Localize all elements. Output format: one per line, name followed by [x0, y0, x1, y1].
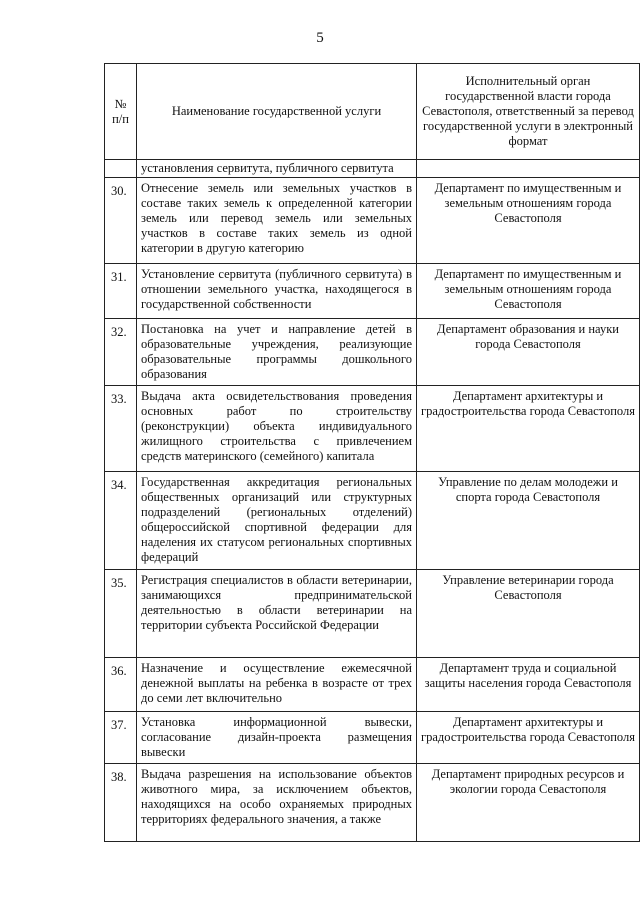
service-name: установления сервитута, публичного сервитута — [137, 160, 417, 178]
responsible-org: Управление по делам молодежи и спорта города Севастополя — [417, 472, 640, 570]
services-table — [104, 63, 640, 842]
header-service-name: Наименование государственной услуги — [137, 64, 417, 160]
responsible-org: Департамент архитектуры и градостроительства города Севастополя — [417, 386, 640, 472]
row-number — [105, 160, 137, 178]
page-number: 5 — [316, 30, 324, 46]
header-number: № п/п — [105, 64, 137, 160]
service-name: Государственная аккредитация региональных общественных организаций или структурных подразделений (региональных отделений) общероссийской спортивной федерации для наделения их статусом региональных спортивных федераций — [137, 472, 417, 570]
table-row — [105, 178, 640, 264]
table-row — [105, 472, 640, 570]
responsible-org: Департамент архитектуры и градостроительства города Севастополя — [417, 712, 640, 764]
table-row — [105, 570, 640, 658]
responsible-org: Департамент труда и социальной защиты населения города Севастополя — [417, 658, 640, 712]
responsible-org: Департамент по имущественным и земельным отношениям города Севастополя — [417, 264, 640, 319]
service-name: Установка информационной вывески, согласование дизайн-проекта размещения вывески — [137, 712, 417, 764]
table-row — [105, 264, 640, 319]
row-number: 33. — [105, 386, 137, 472]
row-number: 30. — [105, 178, 137, 264]
responsible-org — [417, 160, 640, 178]
table-header-row — [105, 64, 640, 160]
service-name: Установление сервитута (публичного сервитута) в отношении земельного участка, находящегося в государственной собственности — [137, 264, 417, 319]
responsible-org: Департамент по имущественным и земельным отношениям города Севастополя — [417, 178, 640, 264]
row-number: 37. — [105, 712, 137, 764]
service-name: Постановка на учет и направление детей в образовательные учреждения, реализующие образовательные программы дошкольного образования — [137, 319, 417, 386]
row-number: 34. — [105, 472, 137, 570]
service-name: Отнесение земель или земельных участков в составе таких земель к определенной категории земель или перевод земель или земельных участков в составе таких земель из одной категории в другую категорию — [137, 178, 417, 264]
row-number: 36. — [105, 658, 137, 712]
responsible-org: Департамент образования и науки города Севастополя — [417, 319, 640, 386]
table-row-continuation — [105, 160, 640, 178]
service-name: Выдача акта освидетельствования проведения основных работ по строительству (реконструкции) объекта индивидуального жилищного строительства с привлечением средств материнского (семейного) капитала — [137, 386, 417, 472]
row-number: 38. — [105, 764, 137, 842]
row-number: 35. — [105, 570, 137, 658]
service-name: Регистрация специалистов в области ветеринарии, занимающихся предпринимательской деятельностью в области ветеринарии на территории субъекта Российской Федерации — [137, 570, 417, 658]
responsible-org: Управление ветеринарии города Севастополя — [417, 570, 640, 658]
table-row — [105, 712, 640, 764]
service-name: Выдача разрешения на использование объектов животного мира, за исключением объектов, находящихся на особо охраняемых природных территориях федерального значения, а также — [137, 764, 417, 842]
table-row — [105, 319, 640, 386]
service-name: Назначение и осуществление ежемесячной денежной выплаты на ребенка в возрасте от трех до семи лет включительно — [137, 658, 417, 712]
table-row — [105, 386, 640, 472]
table-row — [105, 658, 640, 712]
row-number: 32. — [105, 319, 137, 386]
table-row — [105, 764, 640, 842]
responsible-org: Департамент природных ресурсов и экологии города Севастополя — [417, 764, 640, 842]
header-responsible-org: Исполнительный орган государственной власти города Севастополя, ответственный за перевод государственной услуги в электронный формат — [417, 64, 640, 160]
row-number: 31. — [105, 264, 137, 319]
